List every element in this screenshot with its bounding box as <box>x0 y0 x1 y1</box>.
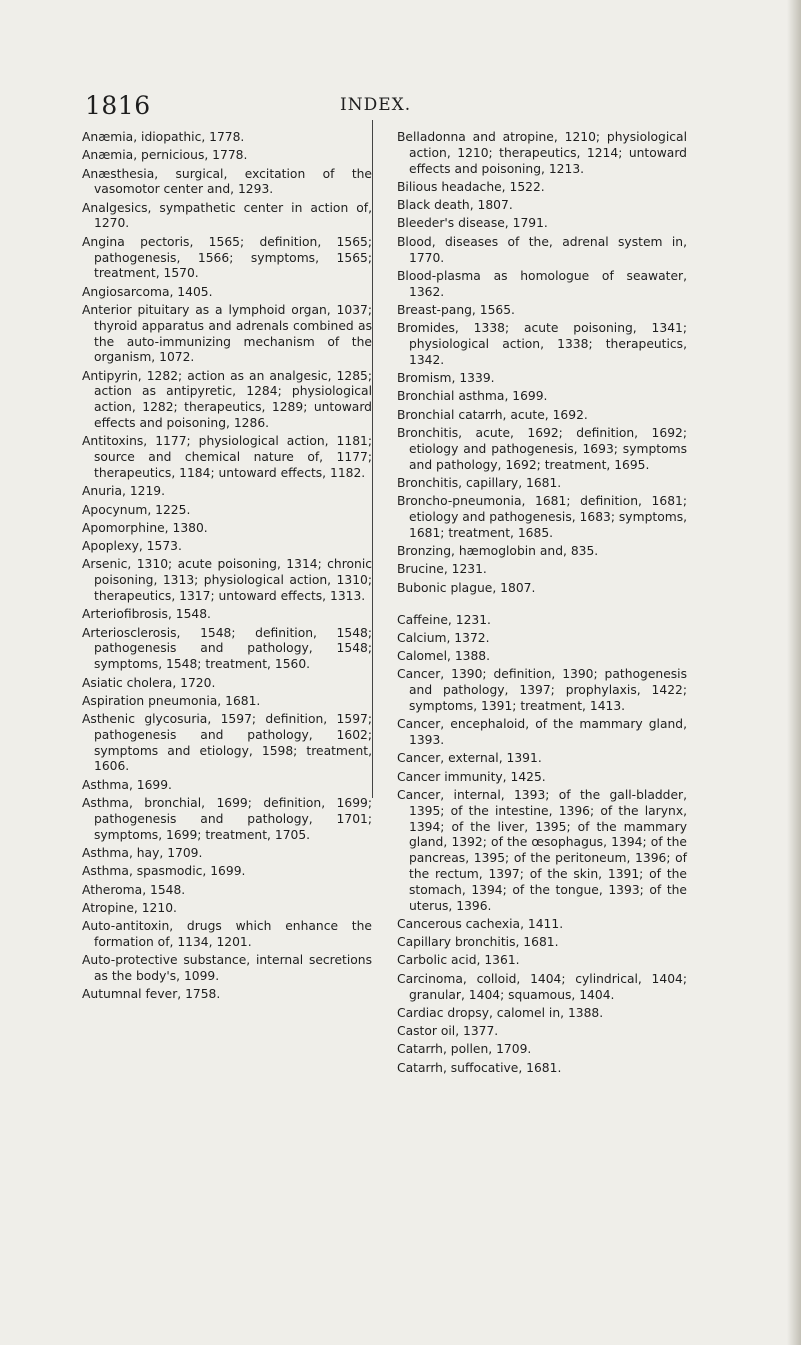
index-entry: Catarrh, suffocative, 1681. <box>397 1060 562 1075</box>
index-entry: Antipyrin, 1282; action as an analgesic, 1285; action as antipyretic, 1284; physiological action, 1282; therapeutics, 1289; untoward effects and poisoning, 1286. <box>82 368 372 431</box>
index-entry: Anæmia, pernicious, 1778. <box>82 148 248 163</box>
index-entry: Cancer, 1390; definition, 1390; pathogenesis and pathology, 1397; prophylaxis, 1422; symptoms, 1391; treatment, 1413. <box>397 667 687 713</box>
index-entry: Asthma, bronchial, 1699; definition, 1699; pathogenesis and pathology, 1701; symptoms, 1699; treatment, 1705. <box>82 796 372 842</box>
index-entry: Bronchial asthma, 1699. <box>397 389 548 404</box>
index-entry: Asthma, 1699. <box>82 777 172 792</box>
index-entry: Castor oil, 1377. <box>397 1024 499 1039</box>
index-entry: Caffeine, 1231. <box>397 612 491 627</box>
index-entry: Calcium, 1372. <box>397 630 490 645</box>
index-entry: Asthenic glycosuria, 1597; definition, 1597; pathogenesis and pathology, 1602; symptoms and etiology, 1598; treatment, 1606. <box>82 712 372 774</box>
index-entry: Cardiac dropsy, calomel in, 1388. <box>397 1005 604 1020</box>
index-entry: Asthma, hay, 1709. <box>82 845 203 860</box>
index-entry: Atropine, 1210. <box>82 900 177 915</box>
index-entry: Analgesics, sympathetic center in action of, 1270. <box>82 200 372 231</box>
index-entry: Carcinoma, colloid, 1404; cylindrical, 1404; granular, 1404; squamous, 1404. <box>397 971 687 1002</box>
index-entry: Apocynum, 1225. <box>82 502 191 517</box>
column-divider <box>372 120 373 798</box>
index-entry: Black death, 1807. <box>397 198 513 213</box>
index-entry: Cancer immunity, 1425. <box>397 769 546 784</box>
index-entry: Bilious headache, 1522. <box>397 179 545 194</box>
index-entry: Bromides, 1338; acute poisoning, 1341; physiological action, 1338; therapeutics, 1342. <box>397 321 687 367</box>
index-entry: Bleeder's disease, 1791. <box>397 216 548 231</box>
index-entry: Bronzing, hæmoglobin and, 835. <box>397 544 599 559</box>
page-edge-shadow <box>787 0 801 1345</box>
index-entry: Anuria, 1219. <box>82 484 166 499</box>
index-entry: Antitoxins, 1177; physiological action, 1181; source and chemical nature of, 1177; therapeutics, 1184; untoward effects, 1182. <box>82 434 372 480</box>
index-entry: Cancer, external, 1391. <box>397 751 542 766</box>
index-entry: Angina pectoris, 1565; definition, 1565; pathogenesis, 1566; symptoms, 1565; treatment, 1570. <box>82 234 372 281</box>
index-entry: Arteriosclerosis, 1548; definition, 1548; pathogenesis and pathology, 1548; symptoms, 1548; treatment, 1560. <box>82 625 372 672</box>
index-entry: Blood-plasma as homologue of seawater, 1362. <box>397 268 687 299</box>
index-entry: Bronchitis, capillary, 1681. <box>397 475 562 490</box>
index-entry: Cancer, encephaloid, of the mammary gland, 1393. <box>397 717 687 748</box>
index-entry: Apoplexy, 1573. <box>82 539 182 554</box>
index-entry: Brucine, 1231. <box>397 562 487 577</box>
index-entry: Bubonic plague, 1807. <box>397 580 536 595</box>
index-entry: Aspiration pneumonia, 1681. <box>82 693 261 708</box>
index-entry: Breast-pang, 1565. <box>397 302 515 317</box>
index-entry: Arsenic, 1310; acute poisoning, 1314; chronic poisoning, 1313; physiological action, 1310; therapeutics, 1317; untoward effects, 1313. <box>82 557 372 604</box>
index-entry: Angiosarcoma, 1405. <box>82 284 213 299</box>
index-entry: Calomel, 1388. <box>397 649 491 664</box>
index-entry: Asiatic cholera, 1720. <box>82 675 216 690</box>
index-entry: Arteriofibrosis, 1548. <box>82 607 211 622</box>
index-entry: Anterior pituitary as a lymphoid organ, 1037; thyroid apparatus and adrenals combined as the auto-immunizing mechanism of the organism, 1072. <box>82 302 372 365</box>
index-column-right <box>397 130 687 1079</box>
index-entry: Anæmia, idiopathic, 1778. <box>82 130 245 144</box>
page-number: 1816 <box>85 91 151 120</box>
index-entry: Capillary bronchitis, 1681. <box>397 935 559 950</box>
index-entry: Anæsthesia, surgical, excitation of the vasomotor center and, 1293. <box>82 166 372 197</box>
index-entry: Auto-antitoxin, drugs which enhance the formation of, 1134, 1201. <box>82 919 372 949</box>
index-entry: Autumnal fever, 1758. <box>82 987 221 1002</box>
index-entry: Belladonna and atropine, 1210; physiological action, 1210; therapeutics, 1214; untoward effects and poisoning, 1213. <box>397 130 687 176</box>
index-entry: Carbolic acid, 1361. <box>397 953 520 968</box>
index-entry: Atheroma, 1548. <box>82 882 186 897</box>
index-entry: Cancer, internal, 1393; of the gall-bladder, 1395; of the intestine, 1396; of the larynx, 1394; of the liver, 1395; of the mammary gland, 1392; of the œsophagus, 1394; of the pancreas, 1395; of the peritoneum, 1396; of the rectum, 1397; of the skin, 1391; of the stomach, 1394; of the tongue, 1393; of the uterus, 1396. <box>397 787 687 913</box>
index-entry: Bronchial catarrh, acute, 1692. <box>397 407 588 422</box>
index-column-left <box>82 130 372 1006</box>
index-entry: Broncho-pneumonia, 1681; definition, 1681; etiology and pathogenesis, 1683; symptoms, 1681; treatment, 1685. <box>397 494 688 540</box>
index-entry: Catarrh, pollen, 1709. <box>397 1042 532 1057</box>
index-entry: Apomorphine, 1380. <box>82 520 208 535</box>
running-head: INDEX. <box>340 95 412 115</box>
index-entry: Bronchitis, acute, 1692; definition, 1692; etiology and pathogenesis, 1693; symptoms and pathology, 1692; treatment, 1695. <box>397 426 687 472</box>
index-entry: Auto-protective substance, internal secretions as the body's, 1099. <box>82 953 372 984</box>
index-entry: Asthma, spasmodic, 1699. <box>82 864 246 879</box>
index-entry: Blood, diseases of the, adrenal system in, 1770. <box>397 234 687 265</box>
index-entry: Bromism, 1339. <box>397 371 495 386</box>
index-entry: Cancerous cachexia, 1411. <box>397 916 564 931</box>
